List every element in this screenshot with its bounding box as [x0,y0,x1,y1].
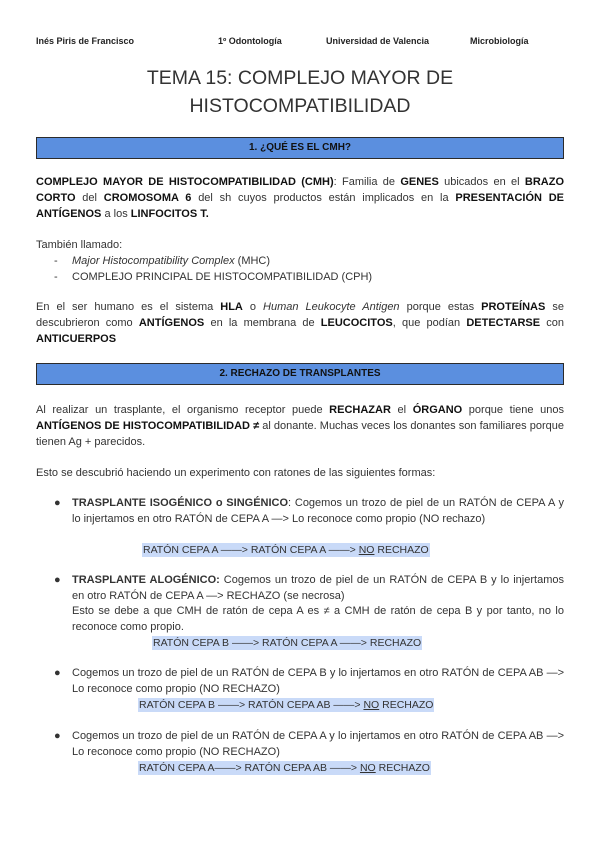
flow-underlined: NO [363,699,380,711]
term-anticuerpos: ANTICUERPOS [36,333,117,345]
bullet-text: Cogemos un trozo de piel de un RATÓN de CEPA A y lo injertamos en otro RATÓN de CEPA AB —> Lo reconoce como propio (NO RECHAZO) [72,730,564,758]
flow-text: RECHAZO [375,762,430,774]
transplant-intro-paragraph [36,402,564,450]
also-called-label: También llamado: [36,239,123,251]
bullet-icon: ● [54,497,61,509]
header-subject: Microbiología [470,36,529,46]
bullet-title: TRASPLANTE ALOGÉNICO: [72,574,220,586]
text: en la membrana de [204,317,321,329]
term-cromosoma: CROMOSOMA 6 [103,192,192,204]
text: , que podían [392,317,467,329]
term-rechazar: RECHAZAR [329,404,391,416]
page-title-line1: TEMA 15: COMPLEJO MAYOR DE [146,67,454,89]
text: porque tiene unos [462,404,564,416]
dash-marker: - [54,271,58,283]
bullet-icon: ● [54,574,61,586]
dash-marker: - [54,255,58,267]
hla-paragraph [36,299,564,347]
alias-item [54,269,372,285]
term-organo: ÓRGANO [412,404,463,416]
flow-underlined: NO [359,762,376,774]
text: ubicados en el [438,176,525,188]
section-heading-cmh: 1. ¿QUÉ ES EL CMH? [36,137,564,159]
header-university: Universidad de Valencia [326,36,430,46]
flow-text: RECHAZO [374,544,429,556]
list-item [54,573,564,635]
flow-text: RATÓN CEPA A——> RATÓN CEPA AB ——> [139,762,360,774]
flow-text: RATÓN CEPA A ——> RATÓN CEPA A ——> [143,544,359,556]
text: : Familia de [333,176,401,188]
flow-line [138,698,434,712]
term-linfocitos: LINFOCITOS T. [130,208,209,220]
text: o [242,301,264,313]
text: con [540,317,564,329]
bullet-title: TRASPLANTE ISOGÉNICO o SINGÉNICO [72,497,289,509]
text: En el ser humano es el sistema [36,301,221,313]
alias-item [54,253,270,269]
flow-line [138,761,431,775]
term-cmh: COMPLEJO MAYOR DE HISTOCOMPATIBILIDAD (CMH) [36,176,334,188]
term-antigenos-histo: ANTÍGENOS DE HISTOCOMPATIBILIDAD ≠ [36,420,260,432]
flow-text: RATÓN CEPA B ——> RATÓN CEPA AB ——> [139,699,364,711]
flow-text: RECHAZO [379,699,434,711]
term-leucocitos: LEUCOCITOS [320,317,393,329]
text: Al realizar un trasplante, el organismo receptor puede [36,404,330,416]
term-detectarse: DETECTARSE [466,317,541,329]
flow-line [142,543,430,557]
header-course: 1º Odontología [218,36,282,46]
flow-text: RATÓN CEPA B ——> RATÓN CEPA A ——> RECHAZO [153,637,422,649]
term-hla-full: Human Leukocyte Antigen [263,301,400,313]
text: porque estas [399,301,482,313]
term-proteinas: PROTEÍNAS [481,301,546,313]
cmh-definition-paragraph [36,174,564,222]
term-antigenos: ANTÍGENOS [138,317,205,329]
header-author: Inés Piris de Francisco [36,36,135,46]
term-hla: HLA [220,301,243,313]
page-title-line2: HISTOCOMPATIBILIDAD [189,95,411,117]
list-item [54,666,564,697]
bullet-icon: ● [54,667,61,679]
text: del [75,192,104,204]
term-genes: GENES [400,176,439,188]
alias-text: Major Histocompatibility Complex [72,255,235,267]
bullet-text: Cogemos un trozo de piel de un RATÓN de CEPA B y lo injertamos en otro RATÓN de CEPA AB —> Lo reconoce como propio (NO RECHAZO) [72,667,564,695]
list-item [54,729,564,760]
bullet-text: : Cogemos un trozo de piel de un RATÓN de CEPA A y lo injertamos en otro RATÓN de CEPA A —> Lo reconoce como propio (NO rechazo) [72,497,564,525]
text: el [390,404,413,416]
text: al donante. Muchas veces los donantes son familiares porque tienen Ag + parecidos. [36,420,564,448]
text: del sh cuyos productos están implicados en la [191,192,456,204]
bullet-icon: ● [54,730,61,742]
flow-underlined: NO [358,544,375,556]
term-presentacion: PRESENTACIÓN DE ANTÍGENOS [36,192,565,220]
term-brazo-corto: BRAZO CORTO [36,176,564,204]
alias-suffix: (MHC) [234,255,271,267]
list-item [54,496,564,527]
bullet-text: Cogemos un trozo de piel de un RATÓN de CEPA B y lo injertamos en otro RATÓN de CEPA A —> RECHAZO (se necrosa) [72,574,564,602]
flow-line [152,636,422,650]
text: se descubrieron como [36,301,564,329]
text: a los [101,208,131,220]
section-heading-rechazo: 2. RECHAZO DE TRANSPLANTES [36,363,564,385]
experiment-intro: Esto se descubrió haciendo un experimento con ratones de las siguientes formas: [36,467,436,479]
alias-text: COMPLEJO PRINCIPAL DE HISTOCOMPATIBILIDAD (CPH) [72,271,373,283]
bullet-extra: Esto se debe a que CMH de ratón de cepa A es ≠ a CMH de ratón de cepa B y por tanto, no lo reconoce como propio. [72,605,564,633]
